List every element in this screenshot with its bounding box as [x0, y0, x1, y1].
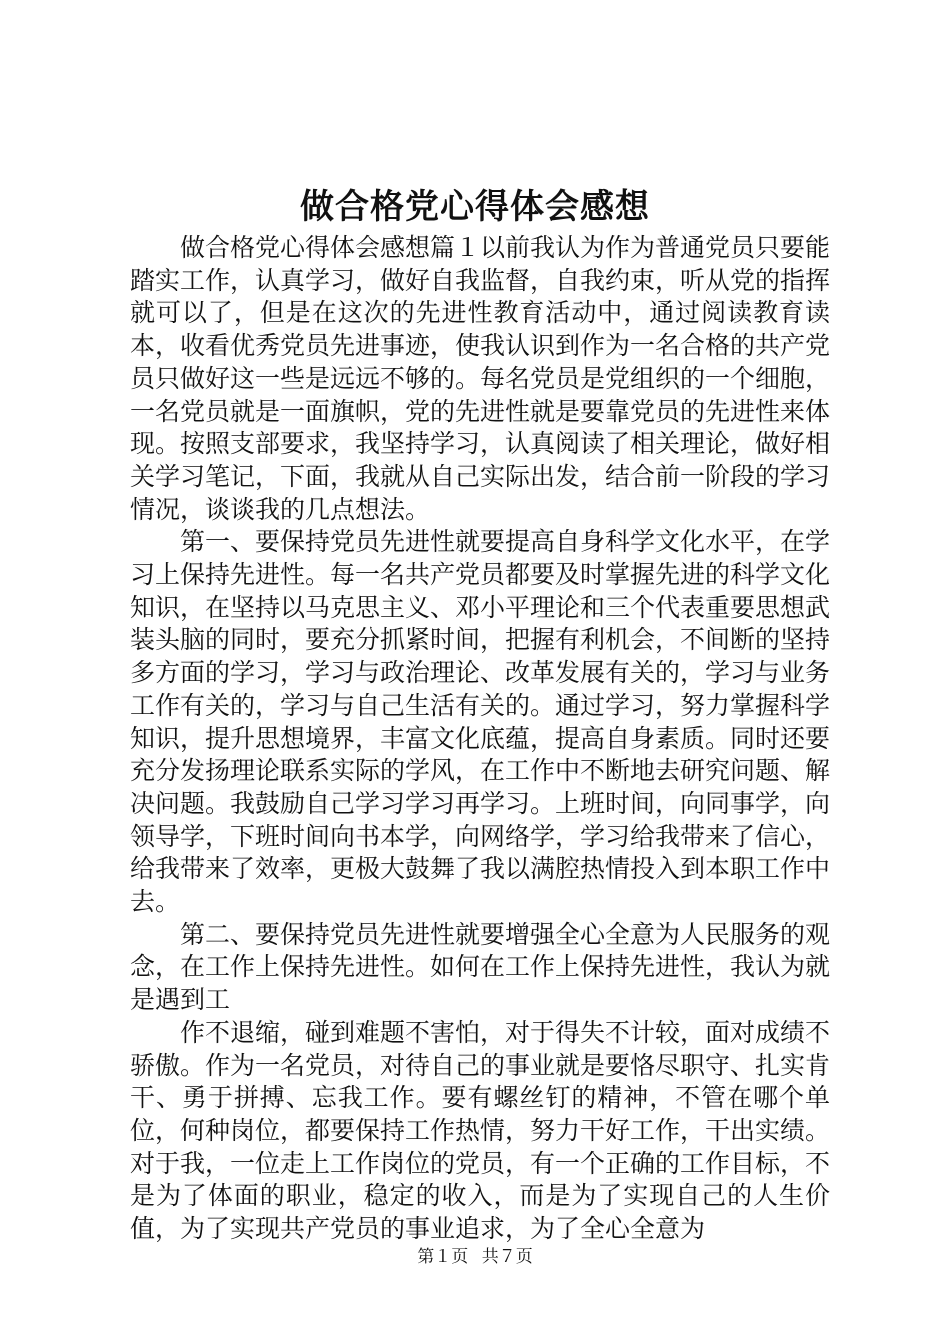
- page-total: 共７页: [481, 1247, 533, 1267]
- paragraph-first-point: 第一、要保持党员先进性就要提高自身科学文化水平，在学习上保持先进性。每一名共产党员都要及时掌握先进的科学文化知识，在坚持以马克思主义、邓小平理论和三个代表重要思想武装头脑的同时，要充分抓紧时间，把握有利机会，不间断的坚持多方面的学习，学习与政治理论、改革发展有关的，学习与业务工作有关的，学习与自己生活有关的。通过学习，努力掌握科学知识，提升思想境界，丰富文化底蕴，提高自身素质。同时还要充分发扬理论联系实际的学风，在工作中不断地去研究问题、解决问题。我鼓励自己学习学习再学习。上班时间，向同事学，向领导学，下班时间向书本学，向网络学，学习给我带来了信心，给我带来了效率，更极大鼓舞了我以满腔热情投入到本职工作中去。: [130, 527, 831, 917]
- paragraph-second-point: 第二、要保持党员先进性就要增强全心全意为人民服务的观念，在工作上保持先进性。如何在工作上保持先进性，我认为就是遇到工: [130, 919, 831, 1015]
- page-number: 第１页: [417, 1247, 469, 1267]
- paragraph-intro: 做合格党心得体会感想篇１以前我认为作为普通党员只要能踏实工作，认真学习，做好自我监督，自我约束，听从党的指挥就可以了，但是在这次的先进性教育活动中，通过阅读教育读本，收看优秀党员先进事迹，使我认识到作为一名合格的共产党员只做好这一些是远远不够的。每名党员是党组织的一个细胞，一名党员就是一面旗帜，党的先进性就是要靠党员的先进性来体现。按照支部要求，我坚持学习，认真阅读了相关理论，做好相关学习笔记，下面，我就从自己实际出发，结合前一阶段的学习情况，谈谈我的几点想法。: [130, 233, 831, 524]
- page-footer: [0, 1246, 950, 1268]
- paragraph-continuation: 作不退缩，碰到难题不害怕，对于得失不计较，面对成绩不骄傲。作为一名党员，对待自己的事业就是要恪尽职守、扎实肯干、勇于拼搏、忘我工作。要有螺丝钉的精神，不管在哪个单位，何种岗位，都要保持工作热情，努力干好工作，干出实绩。对于我，一位走上工作岗位的党员，有一个正确的工作目标，不是为了体面的职业，稳定的收入，而是为了实现自己的人生价值，为了实现共产党员的事业追求，为了全心全意为: [130, 1017, 831, 1244]
- document-title: 做合格党心得体会感想: [300, 187, 650, 227]
- document-body: [130, 232, 830, 1246]
